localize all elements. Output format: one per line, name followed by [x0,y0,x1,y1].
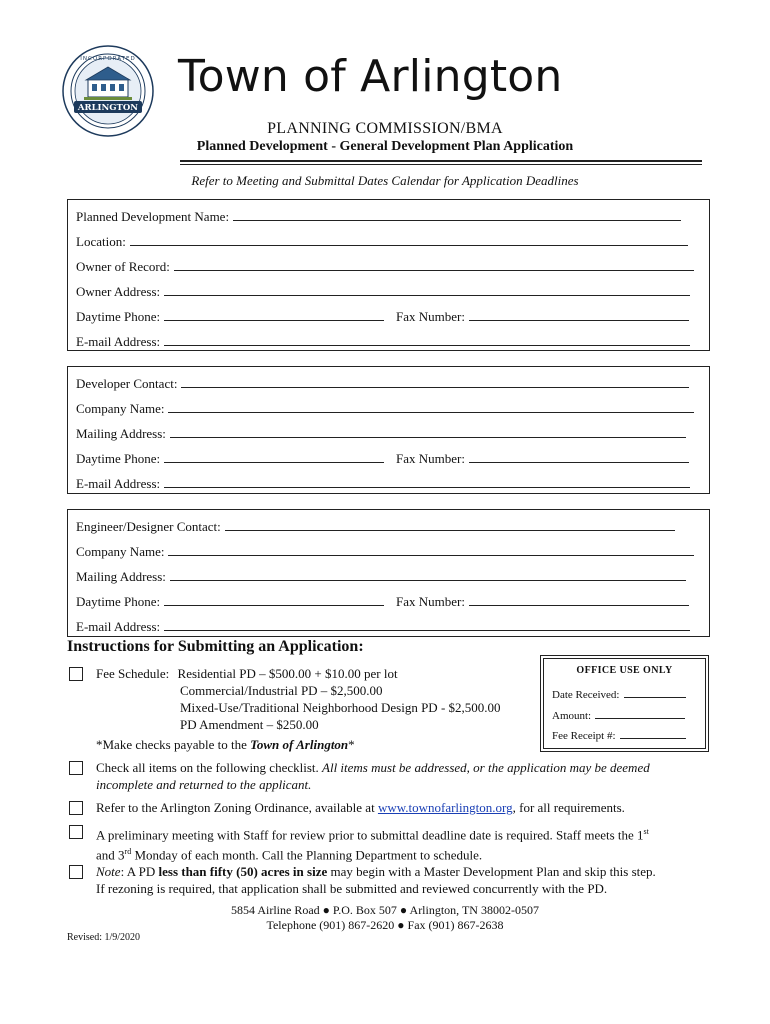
owner-phone-field[interactable] [76,308,384,325]
fee-commercial: Commercial/Industrial PD – $2,500.00 [180,683,383,698]
ordinance-item [96,799,708,816]
checklist-checkbox[interactable] [69,761,83,775]
developer-section [67,366,710,494]
fee-residential: Residential PD – $500.00 + $10.00 per lot [177,666,398,681]
note-text-b: may begin with a Master Development Plan and skip this step. [327,864,656,879]
developer-company-label: Company Name: [76,401,165,416]
owner-fax-label: Fax Number: [396,309,465,324]
owner-fax-input[interactable] [469,308,689,321]
ordinance-link[interactable]: www.townofarlington.org [377,800,513,815]
seal-name: ARLINGTON [77,103,139,113]
meeting-sup-2: rd [124,847,132,857]
payable-note [96,736,355,753]
owner-field[interactable] [76,258,694,275]
fee-schedule-checkbox[interactable] [69,667,83,681]
meeting-text-a: A preliminary meeting with Staff for review prior to submittal deadline date is required. Staff meets the 1 [96,827,644,843]
engineer-company-input[interactable] [168,543,694,556]
instructions-title: Instructions for Submitting an Application: [67,638,364,655]
developer-fax-input[interactable] [469,450,689,463]
developer-email-field[interactable] [76,475,690,492]
meeting-item [96,823,708,864]
payable-town: Town of Arlington [250,737,349,752]
note-bold: less than fifty (50) acres in size [158,864,328,879]
engineer-email-input[interactable] [164,618,690,631]
developer-mailing-input[interactable] [170,425,686,438]
title-divider-thin [180,164,702,165]
engineer-phone-field[interactable] [76,593,384,610]
developer-phone-input[interactable] [164,450,384,463]
owner-address-field[interactable] [76,283,690,300]
developer-email-label: E-mail Address: [76,476,161,491]
note-checkbox[interactable] [69,865,83,879]
fee-amendment: PD Amendment – $250.00 [180,717,319,732]
engineer-company-field[interactable] [76,543,694,560]
note-text-a: : A PD [120,864,159,879]
developer-mailing-label: Mailing Address: [76,426,166,441]
fee-receipt-label: Fee Receipt #: [552,730,616,742]
engineer-fax-field[interactable] [396,593,689,610]
amount-input[interactable] [595,708,685,719]
engineer-email-label: E-mail Address: [76,619,161,634]
engineer-mailing-input[interactable] [170,568,686,581]
fee-schedule-label: Fee Schedule: [96,666,170,681]
date-received-label: Date Received: [552,689,620,701]
date-received-input[interactable] [624,687,686,698]
owner-address-input[interactable] [164,283,690,296]
engineer-contact-input[interactable] [225,518,675,531]
engineer-mailing-field[interactable] [76,568,686,585]
developer-mailing-field[interactable] [76,425,686,442]
engineer-email-field[interactable] [76,618,690,635]
note-text-c: If rezoning is required, that application shall be submitted and reviewed concurrently with the PD. [96,881,608,896]
engineer-mailing-label: Mailing Address: [76,569,166,584]
engineer-fax-input[interactable] [469,593,689,606]
ordinance-suffix: , for all requirements. [512,800,625,815]
developer-fax-label: Fax Number: [396,451,465,466]
owner-section [67,199,710,351]
developer-company-field[interactable] [76,400,694,417]
developer-fax-field[interactable] [396,450,689,467]
engineer-contact-field[interactable] [76,518,675,535]
meeting-text-b: and 3 [96,847,125,863]
pd-name-field[interactable] [76,208,681,225]
developer-contact-input[interactable] [181,375,689,388]
owner-phone-input[interactable] [164,308,384,321]
pd-name-input[interactable] [233,208,681,221]
developer-contact-field[interactable] [76,375,689,392]
developer-phone-label: Daytime Phone: [76,451,161,466]
payable-prefix: *Make checks payable to the [96,737,251,752]
developer-contact-label: Developer Contact: [76,376,178,391]
developer-phone-field[interactable] [76,450,384,467]
developer-email-input[interactable] [164,475,690,488]
application-title: Planned Development - General Development Plan Application [196,139,574,154]
meeting-sup-1: st [643,827,649,836]
pd-name-label: Planned Development Name: [76,209,230,224]
ordinance-checkbox[interactable] [69,801,83,815]
fee-receipt-row[interactable] [552,728,686,742]
engineer-company-label: Company Name: [76,544,165,559]
location-field[interactable] [76,233,688,250]
deadline-note: Refer to Meeting and Submittal Dates Calendar for Application Deadlines [191,173,579,188]
owner-email-label: E-mail Address: [76,334,161,349]
checklist-text: Check all items on the following checklist. [96,760,323,775]
office-use-box [540,655,709,752]
checklist-item [96,759,708,793]
seal-text-top: INCORPORATED [80,56,136,62]
revised-date: Revised: 1/9/2020 [67,932,141,943]
developer-company-input[interactable] [168,400,694,413]
commission-heading: PLANNING COMMISSION/BMA [267,120,503,137]
note-label: Note [96,864,121,879]
meeting-text-c: Monday of each month. Call the Planning Department to schedule. [131,847,483,863]
owner-email-input[interactable] [164,333,690,346]
owner-label: Owner of Record: [76,259,170,274]
note-item [96,863,708,897]
ordinance-prefix: Refer to the Arlington Zoning Ordinance, available at [96,800,378,815]
date-received-row[interactable] [552,687,686,701]
engineer-section [67,509,710,637]
engineer-phone-label: Daytime Phone: [76,594,161,609]
owner-phone-label: Daytime Phone: [76,309,161,324]
engineer-phone-input[interactable] [164,593,384,606]
owner-input[interactable] [174,258,694,271]
office-use-title: OFFICE USE ONLY [576,665,673,676]
owner-fax-field[interactable] [396,308,689,325]
page-title: Town of Arlington [178,51,563,102]
payable-suffix: * [348,737,355,752]
fee-schedule-label-row [96,665,398,682]
engineer-fax-label: Fax Number: [396,594,465,609]
fee-receipt-input[interactable] [620,728,686,739]
footer-phone: Telephone (901) 867-2620 ● Fax (901) 867-2638 [266,918,504,932]
owner-email-field[interactable] [76,333,690,350]
checklist-warning: All items must be addressed, or the application may be deemed incomplete and returned to the applicant. [96,760,650,792]
fee-mixed-use: Mixed-Use/Traditional Neighborhood Design PD - $2,500.00 [180,700,501,715]
engineer-contact-label: Engineer/Designer Contact: [76,519,221,534]
amount-row[interactable] [552,708,685,722]
footer-address: 5854 Airline Road ● P.O. Box 507 ● Arlington, TN 38002-0507 [231,903,539,917]
amount-label: Amount: [552,710,592,722]
location-label: Location: [76,234,126,249]
location-input[interactable] [130,233,688,246]
meeting-checkbox[interactable] [69,825,83,839]
title-divider [180,160,702,162]
owner-address-label: Owner Address: [76,284,161,299]
